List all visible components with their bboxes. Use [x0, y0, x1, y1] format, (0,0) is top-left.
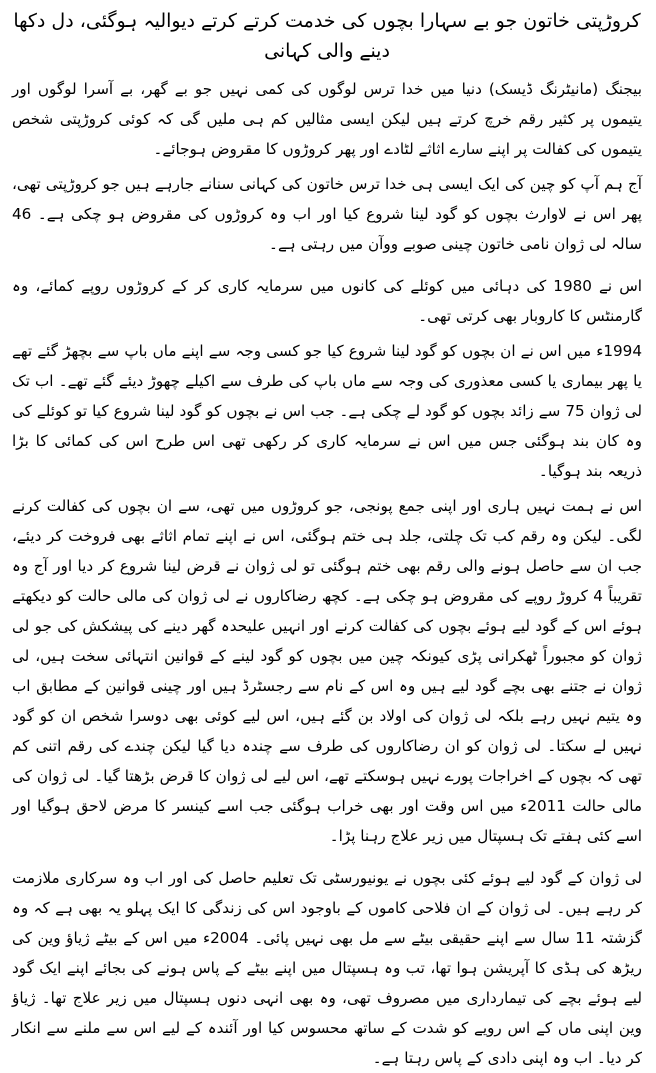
article-paragraph-3: اس نے 1980 کی دہائی میں کوئلے کی کانوں میں سرمایہ کاری کر کے کروڑوں روپے کمائے، وہ گارمنٹس کا کاروبار بھی کرتی تھی۔ [12, 277, 642, 325]
article-paragraph-5: اس نے ہمت نہیں ہاری اور اپنی جمع پونجی، جو کروڑوں میں تھی، سے ان بچوں کی کفالت کرنے لگی۔ لیکن وہ رقم کب تک چلتی، جلد ہی ختم ہوگئی، اس نے اپنے تمام اثاثے بھی فروخت کر دیئے، جب ان سے حاصل ہونے والی رقم بھی ختم ہوگئی تو لی ژوان نے قرض لینا شروع کر دیا اور آج وہ تقریباً 4 کروڑ روپے کی مقروض ہو چکی ہے۔ کچھ رضاکاروں نے لی ژوان کی مالی حالت کو دیکھتے ہوئے اس کے گود لیے ہوئے بچوں کی کفالت کرنے اور انہیں علیحدہ گھر دینے کی پیشکش کی جو لی ژوان کو مجبوراً ٹھکرانی پڑی کیونکہ چین میں بچوں کو گود لینے کے قوانین انتہائی سخت ہیں، لی ژوان نے جتنے بھی بچے گود لیے ہیں وہ اس کے نام سے رجسٹرڈ ہیں اور چینی قوانین کے مطابق اب وہ یتیم نہیں رہے بلکہ لی ژوان کی اولاد بن گئے ہیں، اس لیے کوئی بھی دوسرا شخص ان کو گود نہیں لے سکتا۔ لی ژوان کو ان رضاکاروں کی طرف سے چندہ دیا گیا لیکن چندے کی رقم اتنی کم تھی کہ بچوں کے اخراجات پورے نہیں ہوسکتے تھے، اس لیے لی ژوان کا قرض بڑھتا گیا۔ لی ژوان کی مالی حالت 2011ء میں اس وقت اور بھی خراب ہوگئی جب اسے کینسر کا مرض لاحق ہوگیا اور اسے کئی ہفتے تک ہسپتال میں زیر علاج رہنا پڑا۔ [12, 497, 643, 845]
article-paragraph-4: 1994ء میں اس نے ان بچوں کو گود لینا شروع کیا جو کسی وجہ سے اپنے ماں باپ سے بچھڑ گئے تھے یا پھر بیماری یا کسی معذوری کی وجہ سے ماں باپ کی طرف سے اکیلے چھوڑ دیئے گئے تھے۔ اب تک لی ژوان 75 سے زائد بچوں کو گود لے چکی ہے۔ جب اس نے بچوں کو گود لینا شروع کیا تو کوئلے کی وہ کان بند ہوگئی جس میں اس نے سرمایہ کاری کر رکھی تھی اس طرح اس کی کمائی کا بڑا ذریعہ بند ہوگیا۔ [12, 342, 643, 480]
article-paragraph-intro: بیجنگ (مانیٹرنگ ڈیسک) دنیا میں خدا ترس لوگوں کی کمی نہیں جو بے گھر، بے آسرا لوگوں اور یتیموں پر کثیر رقم خرچ کرتے ہیں لیکن ایسی مثالیں کم ہی ملیں گی کہ کوئی کروڑپتی شخص یتیموں کی کفالت پر اپنے سارے اثاثے لٹادے اور پھر کروڑوں کا مقروض ہوجائے۔ [12, 80, 642, 158]
article-paragraph-6: لی ژوان کے گود لیے ہوئے کئی بچوں نے یونیورسٹی تک تعلیم حاصل کی اور اب وہ سرکاری ملازمت کر رہے ہیں۔ لی ژوان کے ان فلاحی کاموں کے باوجود اس کی زندگی کا ایک پہلو یہ بھی ہے کہ وہ گزشتہ 11 سال سے اپنے حقیقی بیٹے سے مل بھی نہیں پائی۔ 2004ء میں اس کے بیٹے ژیاؤ وین کی ریڑھ کی ہڈی کا آپریشن ہوا تھا، تب وہ ہسپتال میں اپنے بیٹے کے پاس ہونے کی بجائے اپنے ایک گود لیے ہوئے بچے کی تیمارداری میں مصروف تھی، وہ بھی انہی دنوں ہسپتال میں زیر علاج تھا۔ ژیاؤ وین اپنی ماں کے اس رویے کو شدت کے ساتھ محسوس کیا اور آئندہ کے لیے اس سے ملنے سے انکار کر دیا۔ اب وہ اپنی دادی کے پاس رہتا ہے۔ [12, 869, 642, 1067]
article-title: کروڑپتی خاتون جو بے سہارا بچوں کی خدمت کرتے کرتے دیوالیہ ہوگئی، دل دکھا دینے والی کہانی [13, 10, 641, 62]
article-paragraph-2: آج ہم آپ کو چین کی ایک ایسی ہی خدا ترس خاتون کی کہانی سنانے جارہے ہیں جو کروڑپتی تھی، پھر اس نے لاوارث بچوں کو گود لینا شروع کیا اور اب وہ کروڑوں کی مقروض ہو چکی ہے۔ 46 سالہ لی ژوان نامی خاتون چینی صوبے ووآن میں رہتی ہے۔ [12, 175, 642, 253]
